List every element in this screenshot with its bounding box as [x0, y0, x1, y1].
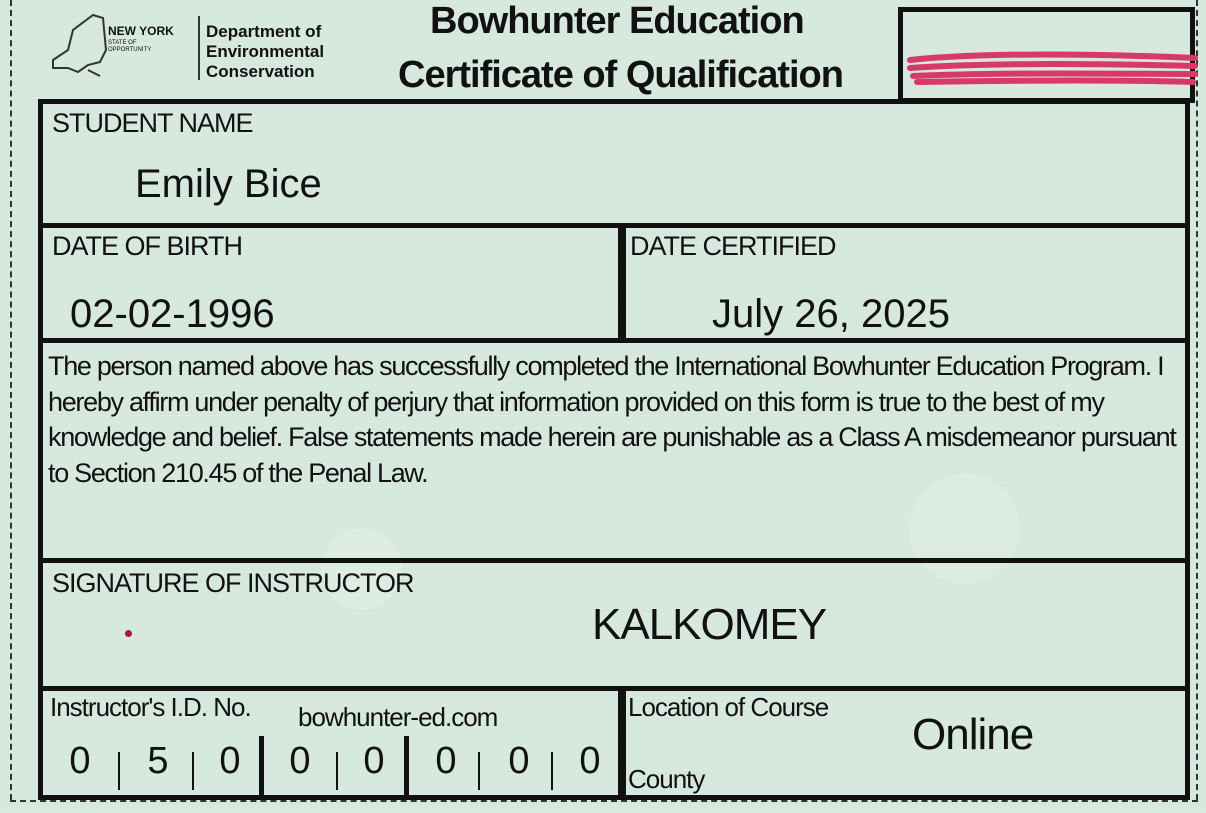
logo-divider [198, 16, 200, 80]
department-name: Department of Environmental Conservation [206, 22, 325, 81]
id-digit: 0 [289, 740, 311, 782]
id-digit: 0 [219, 740, 241, 782]
dob-value: 02-02-1996 [70, 292, 275, 336]
id-digit-separator [551, 752, 553, 790]
signature-label: SIGNATURE OF INSTRUCTOR [52, 568, 414, 598]
certificate-title-line1: Bowhunter Education [430, 0, 804, 42]
county-label: County [628, 764, 705, 794]
ny-state-outline-icon [48, 10, 108, 80]
id-digit: 5 [147, 740, 169, 782]
logo-ny-text: NEW YORK [108, 24, 174, 38]
id-digit: 0 [579, 740, 601, 782]
nys-dec-logo [48, 10, 348, 90]
certification-statement: The person named above has successfully completed the International Bowhunter Education Program. I hereby affirm under penalty of perjury that information provided on this form is true to the best of my knowledge and belief. False statements made herein are punishable as a Class A misdemeanor pursuant to Section 210.45 of the Penal Law. [48, 351, 1176, 488]
cut-line-bottom [10, 800, 1198, 802]
signature-value: KALKOMEY [592, 600, 827, 649]
logo-opportunity-text: STATE OF OPPORTUNITY [108, 40, 152, 53]
ink-dot [125, 630, 132, 637]
id-digit: 0 [508, 740, 530, 782]
student-name-label: STUDENT NAME [52, 108, 253, 138]
course-location-label: Location of Course [628, 692, 829, 722]
id-digit: 0 [435, 740, 457, 782]
course-location-value: Online [912, 710, 1034, 759]
id-digit-separator [192, 752, 194, 790]
instructor-id-source: bowhunter-ed.com [298, 702, 498, 732]
id-digit-separator [336, 752, 338, 790]
cut-line-left [10, 0, 12, 800]
id-digit-separator [478, 752, 480, 790]
certificate-title-line2: Certificate of Qualification [398, 54, 843, 96]
dob-label: DATE OF BIRTH [52, 231, 243, 261]
date-certified-label: DATE CERTIFIED [630, 231, 836, 261]
id-digit-separator [259, 736, 264, 796]
id-digit: 0 [363, 740, 385, 782]
id-digit-separator [404, 736, 409, 796]
instructor-id-digits [46, 740, 610, 796]
instructor-id-label: Instructor's I.D. No. [50, 692, 251, 722]
redaction-scribble [905, 48, 1200, 88]
id-digit: 0 [69, 740, 91, 782]
date-certified-value: July 26, 2025 [712, 292, 950, 336]
cut-line-right [1196, 0, 1198, 800]
id-digit-separator [118, 752, 120, 790]
student-name-value: Emily Bice [135, 162, 322, 206]
